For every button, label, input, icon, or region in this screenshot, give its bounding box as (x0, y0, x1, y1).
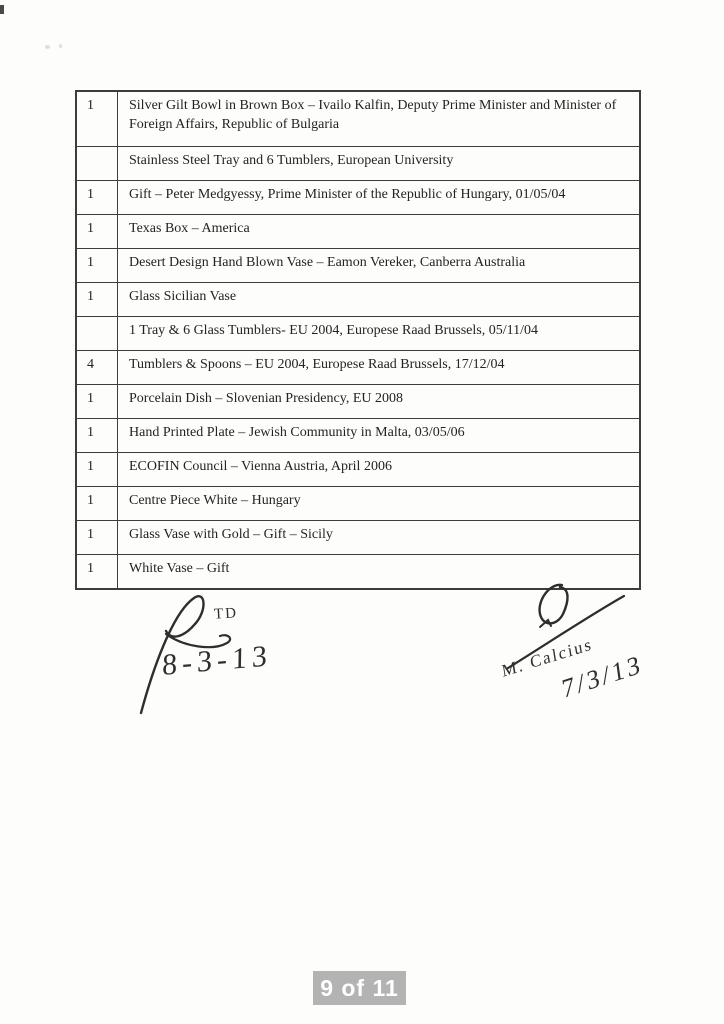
quantity-cell: 4 (77, 351, 118, 384)
description-cell: Stainless Steel Tray and 6 Tumblers, European University (129, 153, 454, 168)
table-row (77, 486, 639, 520)
quantity-cell: 1 (77, 92, 118, 146)
quantity-cell: 1 (77, 385, 118, 418)
quantity-cell (77, 317, 118, 350)
gift-inventory-table (75, 90, 641, 590)
quantity-cell (77, 147, 118, 180)
quantity-cell: 1 (77, 181, 118, 214)
table-row (77, 180, 639, 214)
scan-speck (45, 45, 50, 49)
quantity-cell: 1 (77, 555, 118, 588)
description-cell: Centre Piece White – Hungary (129, 493, 301, 508)
table-row (77, 282, 639, 316)
description-cell: Texas Box – America (129, 221, 250, 236)
scan-edge-artifact (0, 5, 4, 14)
handwritten-date-left: 8-3-13 (161, 639, 273, 682)
handwritten-date-right: 7/3/13 (559, 648, 645, 705)
description-cell: Hand Printed Plate – Jewish Community in Malta, 03/05/06 (129, 425, 465, 440)
quantity-cell: 1 (77, 283, 118, 316)
description-cell: Tumblers & Spoons – EU 2004, Europese Raad Brussels, 17/12/04 (129, 357, 505, 372)
quantity-cell: 1 (77, 521, 118, 554)
description-cell: Porcelain Dish – Slovenian Presidency, EU 2008 (129, 391, 403, 406)
page-number-badge: 9 of 11 (313, 971, 406, 1005)
scan-speck (59, 44, 62, 48)
description-cell: 1 Tray & 6 Glass Tumblers- EU 2004, Europese Raad Brussels, 05/11/04 (129, 323, 538, 338)
table-row (77, 316, 639, 350)
table-row (77, 146, 639, 180)
description-cell: Desert Design Hand Blown Vase – Eamon Vereker, Canberra Australia (129, 255, 526, 270)
handwritten-initials-left: TD (213, 605, 239, 623)
description-cell: Glass Vase with Gold – Gift – Sicily (129, 527, 333, 542)
table-row (77, 248, 639, 282)
table-row (77, 520, 639, 554)
table-row (77, 554, 639, 588)
table-row (77, 350, 639, 384)
description-cell: Glass Sicilian Vase (129, 289, 237, 304)
quantity-cell: 1 (77, 249, 118, 282)
table-row (77, 452, 639, 486)
table-row (77, 214, 639, 248)
handwritten-name-right: M. Calcius (500, 634, 594, 681)
table-row (77, 384, 639, 418)
quantity-cell: 1 (77, 419, 118, 452)
table-row (77, 418, 639, 452)
description-cell: Gift – Peter Medgyessy, Prime Minister of the Republic of Hungary, 01/05/04 (129, 187, 566, 202)
quantity-cell: 1 (77, 215, 118, 248)
quantity-cell: 1 (77, 453, 118, 486)
table-row (77, 92, 639, 146)
quantity-cell: 1 (77, 487, 118, 520)
description-cell: Silver Gilt Bowl in Brown Box – Ivailo Kalfin, Deputy Prime Minister and Minister of Foreign Affairs, Republic of Bulgaria (129, 98, 617, 132)
description-cell: White Vase – Gift (129, 561, 230, 576)
description-cell: ECOFIN Council – Vienna Austria, April 2006 (129, 459, 392, 474)
